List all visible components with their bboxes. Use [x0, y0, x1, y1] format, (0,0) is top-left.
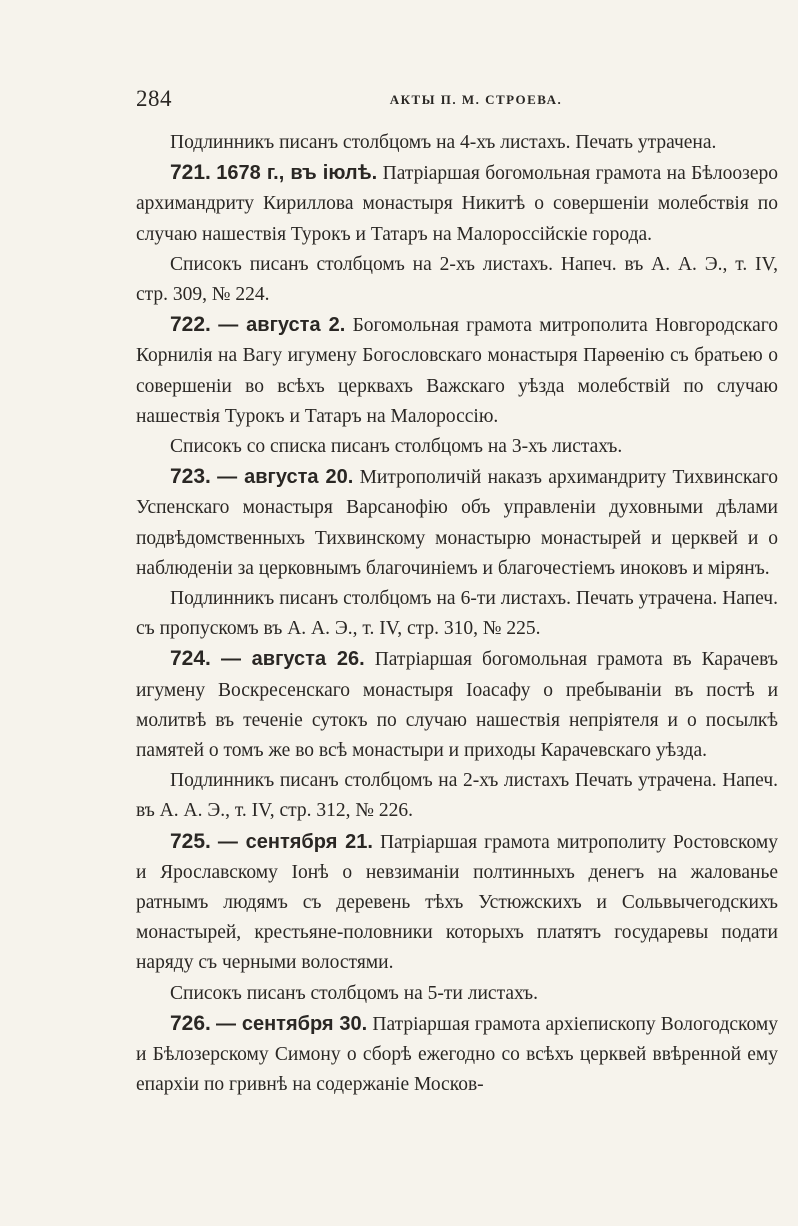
- entry-726: [136, 1009, 778, 1101]
- entry-date: — августа 2.: [218, 314, 346, 337]
- entry-date: — сентября 30.: [216, 1012, 368, 1035]
- paragraph-note: [136, 979, 778, 1009]
- entry-number: 723.: [170, 465, 211, 489]
- paragraph-text: Списокъ писанъ столбцомъ на 2-хъ листахъ. Напеч. въ А. А. Э., т. IV, стр. 309, № 224.: [136, 253, 778, 306]
- paragraph-note: [136, 584, 778, 644]
- entry-date: — августа 26.: [220, 648, 365, 671]
- paragraph-note: [136, 128, 778, 158]
- paragraph-note: [136, 250, 778, 310]
- paragraph-note: [136, 432, 778, 462]
- body-text: [136, 128, 778, 1101]
- entry-date: 1678 г., въ iюлѣ.: [216, 162, 378, 185]
- entry-text: Патрiаршая богомольная грамота въ Карачевъ игумену Воскресенскаго монастыря Iоасафу о пребыванiи въ постѣ и молитвѣ въ теченiе сутокъ по случаю нашествiя непрiятеля и о посылкѣ памятей о томъ же во всѣ монастыри и приходы Карачевскаго уѣзда.: [136, 649, 778, 762]
- paragraph-text: Списокъ со списка писанъ столбцомъ на 3-хъ листахъ.: [170, 436, 623, 458]
- entry-text: Митрополичiй наказъ архимандриту Тихвинскаго Успенскаго монастыря Варсанофiю объ управленiи духовными дѣлами подвѣдомственныхъ Тихвинскому монастырю монастырей и церквей и о наблюденiи за церковнымъ благочинiемъ и благочестiемъ иноковъ и мiрянъ.: [136, 467, 778, 579]
- entry-number: 725.: [170, 829, 211, 853]
- entry-725: [136, 827, 778, 979]
- entry-text: Патрiаршая грамота митрополиту Ростовскому и Ярославскому Iонѣ о невзиманiи полтинныхъ денегъ на жалованье ратнымъ людямъ съ деревень тѣхъ Устюжскихъ и Сольвычегодскихъ монастырей, крестьяне-половники которыхъ платятъ государевы подати наряду съ черными волостями.: [136, 831, 778, 974]
- entry-text: Богомольная грамота митрополита Новгородскаго Корнилiя на Вагу игумену Богословскаго монастыря Парѳенiю съ братьею о совершенiи во всѣхъ церквахъ Важскаго уѣзда молебствiй по случаю нашествiя Турокъ и Татаръ на Малороссiю.: [136, 315, 778, 427]
- entry-text: Патрiаршая богомольная грамота на Бѣлоозеро архимандриту Кириллова монастыря Никитѣ о совершенiи молебствiя по случаю нашествiя Турокъ и Татаръ на Малороссiйскiе города.: [136, 163, 779, 245]
- running-head: [136, 86, 776, 114]
- paragraph-text: Подлинникъ писанъ столбцомъ на 2-хъ листахъ Печать утрачена. Напеч. въ А. А. Э., т. IV, стр. 312, № 226.: [136, 770, 778, 822]
- entry-text: Патрiаршая грамота архiепископу Вологодскому и Бѣлозерскому Симону о сборѣ ежегодно со всѣхъ церквей ввѣренной ему епархiи по гривнѣ на содержанiе Москов-: [136, 1013, 778, 1096]
- entry-number: 726.: [170, 1011, 211, 1035]
- paragraph-note: [136, 766, 778, 826]
- running-title: АКТЫ П. М. СТРОЕВА.: [389, 92, 563, 107]
- page-number: 284: [136, 86, 172, 111]
- entry-date: — августа 20.: [217, 466, 354, 489]
- entry-number: 721.: [170, 161, 211, 185]
- entry-number: 724.: [170, 647, 211, 671]
- entry-date: — сентября 21.: [217, 830, 373, 853]
- entry-number: 722.: [170, 313, 211, 337]
- paragraph-text: Подлинникъ писанъ столбцомъ на 6-ти листахъ. Печать утрачена. Напеч. съ пропускомъ въ А. А. Э., т. IV, стр. 310, № 225.: [136, 588, 778, 640]
- paragraph-text: Подлинникъ писанъ столбцомъ на 4-хъ листахъ. Печать утрачена.: [170, 132, 717, 153]
- entry-724: [136, 644, 778, 766]
- entry-723: [136, 462, 778, 584]
- entry-721: [136, 158, 778, 250]
- paragraph-text: Списокъ писанъ столбцомъ на 5-ти листахъ.: [170, 982, 538, 1004]
- entry-722: [136, 310, 778, 432]
